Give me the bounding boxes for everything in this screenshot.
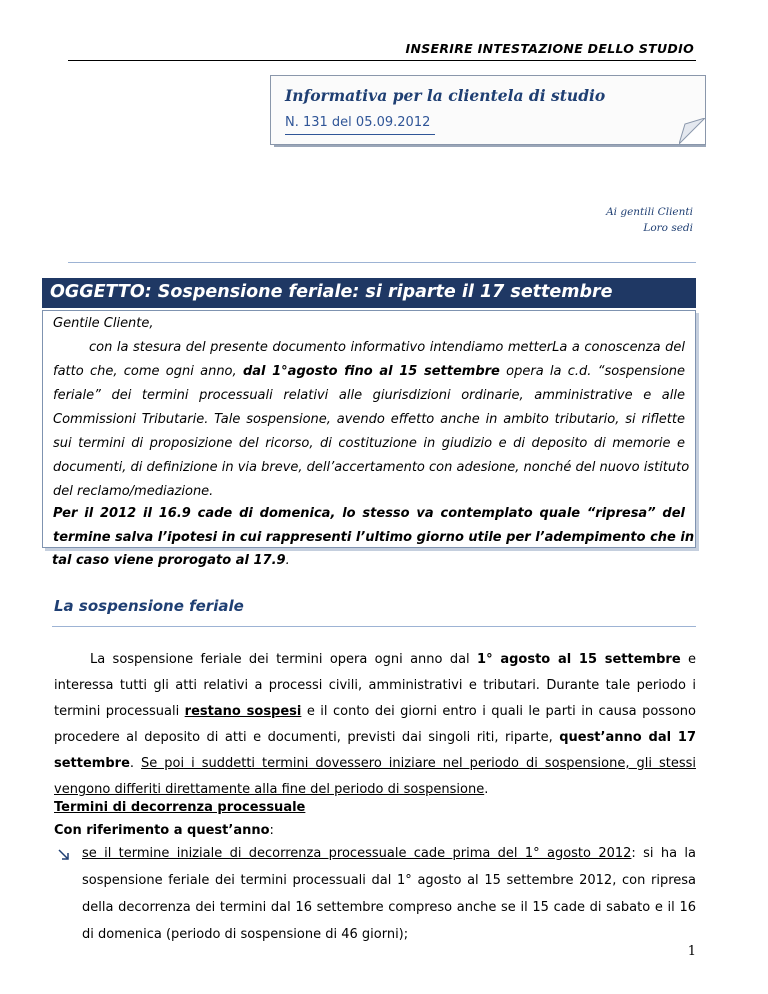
paragraph-emphasis: settembre (54, 756, 130, 771)
intro-note-line (52, 548, 290, 574)
intro-note-end: . (285, 553, 290, 568)
firm-header: INSERIRE INTESTAZIONE DELLO STUDIO (405, 41, 694, 56)
intro-line: sui termini di proposizione del ricorso, di costituzione in giudizio e di deposito di memorie e (53, 436, 685, 451)
info-box-title: Informativa per la clientela di studio (285, 86, 606, 105)
intro-text: fatto che, come ogni anno, (53, 364, 237, 379)
intro-line (53, 359, 685, 385)
paragraph-line (54, 700, 696, 724)
bullet-line (82, 841, 696, 866)
intro-line: del reclamo/mediazione. (53, 484, 214, 499)
info-box-panel (270, 75, 706, 145)
paragraph-line (54, 778, 696, 802)
paragraph-text: . (484, 782, 489, 797)
bullet-line: di domenica (periodo di sospensione di 46 giorni); (82, 927, 409, 942)
intro-line: Commissioni Tributarie. Tale sospensione, avendo effetto anche in ambito tributario, si riflette (53, 412, 685, 427)
paragraph-text: procedere al deposito di atti e documenti, previsti dai singoli riti, riparte, (54, 730, 553, 745)
paragraph-line (90, 648, 696, 672)
bullet-line: sospensione feriale dei termini processuali dal 1° agosto al 15 settembre 2012, con ripresa (82, 873, 696, 888)
bullet-line: della decorrenza dei termini dal 16 settembre compreso anche se il 15 cade di sabato e il 16 (82, 900, 696, 915)
intro-line: con la stesura del presente documento informativo intendiamo metterLa a conoscenza del (89, 340, 685, 355)
paragraph-text: La sospensione feriale dei termini opera ogni anno dal (90, 652, 470, 667)
section-title-divider (52, 626, 696, 627)
intro-box (42, 310, 696, 548)
intro-text: opera la c.d. “sospensione (506, 364, 686, 379)
section-divider (68, 262, 696, 263)
paragraph-line (54, 752, 696, 776)
paragraph-emphasis: 1° agosto al 15 settembre (477, 652, 681, 667)
subsection-title: Termini di decorrenza processuale (54, 800, 306, 815)
subject-bar (42, 278, 696, 308)
paragraph-underlined: Se poi i suddetti termini dovessero iniziare nel periodo di sospensione, gli stessi (141, 756, 696, 771)
paragraph-text: e (688, 652, 696, 667)
bullet-underlined: se il termine iniziale di decorrenza processuale cade prima del 1° agosto 2012 (82, 846, 632, 861)
info-box-number: N. 131 del 05.09.2012 (285, 115, 431, 130)
paragraph-text: . (129, 756, 135, 771)
subsection-lead-bold: Con riferimento a quest’anno (54, 823, 270, 838)
arrow-down-right-icon (58, 849, 70, 864)
intro-note-line: termine salva l’ipotesi in cui rappresenti l’ultimo giorno utile per l’adempimento che in (53, 530, 695, 545)
info-box-number-underline (285, 134, 435, 135)
paragraph-line (54, 726, 696, 750)
info-box (270, 75, 710, 149)
intro-emphasis: dal 1°agosto fino al 15 settembre (242, 364, 500, 379)
paragraph-line: interessa tutti gli atti relativi a processi civili, amministrativi e tributari. Durante tale periodo i (54, 678, 696, 693)
page-curl-icon (679, 118, 705, 144)
paragraph-text: termini processuali (54, 704, 180, 719)
section-title: La sospensione feriale (54, 597, 244, 615)
recipient-line-1: Ai gentili Clienti (606, 206, 693, 218)
intro-line: feriale” dei termini processuali relativi alle giurisdizioni ordinarie, amministrative e alle (53, 388, 685, 403)
intro-note-line: Per il 2012 il 16.9 cade di domenica, lo stesso va contemplato quale “ripresa” del (53, 506, 685, 521)
intro-greeting: Gentile Cliente, (53, 316, 154, 331)
subject-text: OGGETTO: Sospensione feriale: si riparte il 17 settembre (50, 282, 613, 302)
paragraph-emphasis: restano sospesi (184, 704, 302, 719)
bullet-text: : si ha la (631, 846, 696, 861)
paragraph-emphasis: quest’anno dal 17 (559, 730, 696, 745)
intro-note-text: tal caso viene prorogato al 17.9 (52, 553, 286, 568)
paragraph-underlined: vengono differiti direttamente alla fine del periodo di sospensione (54, 782, 485, 797)
paragraph-text: e il conto dei giorni entro i quali le parti in causa possono (306, 704, 696, 719)
recipient-line-2: Loro sedi (643, 222, 693, 234)
subsection-lead (54, 823, 274, 838)
header-divider (68, 60, 696, 61)
page-number: 1 (687, 944, 696, 959)
subsection-lead-end: : (269, 823, 274, 838)
intro-line: documenti, di definizione in via breve, dell’accertamento con adesione, nonché del nuovo istituto (53, 460, 690, 475)
